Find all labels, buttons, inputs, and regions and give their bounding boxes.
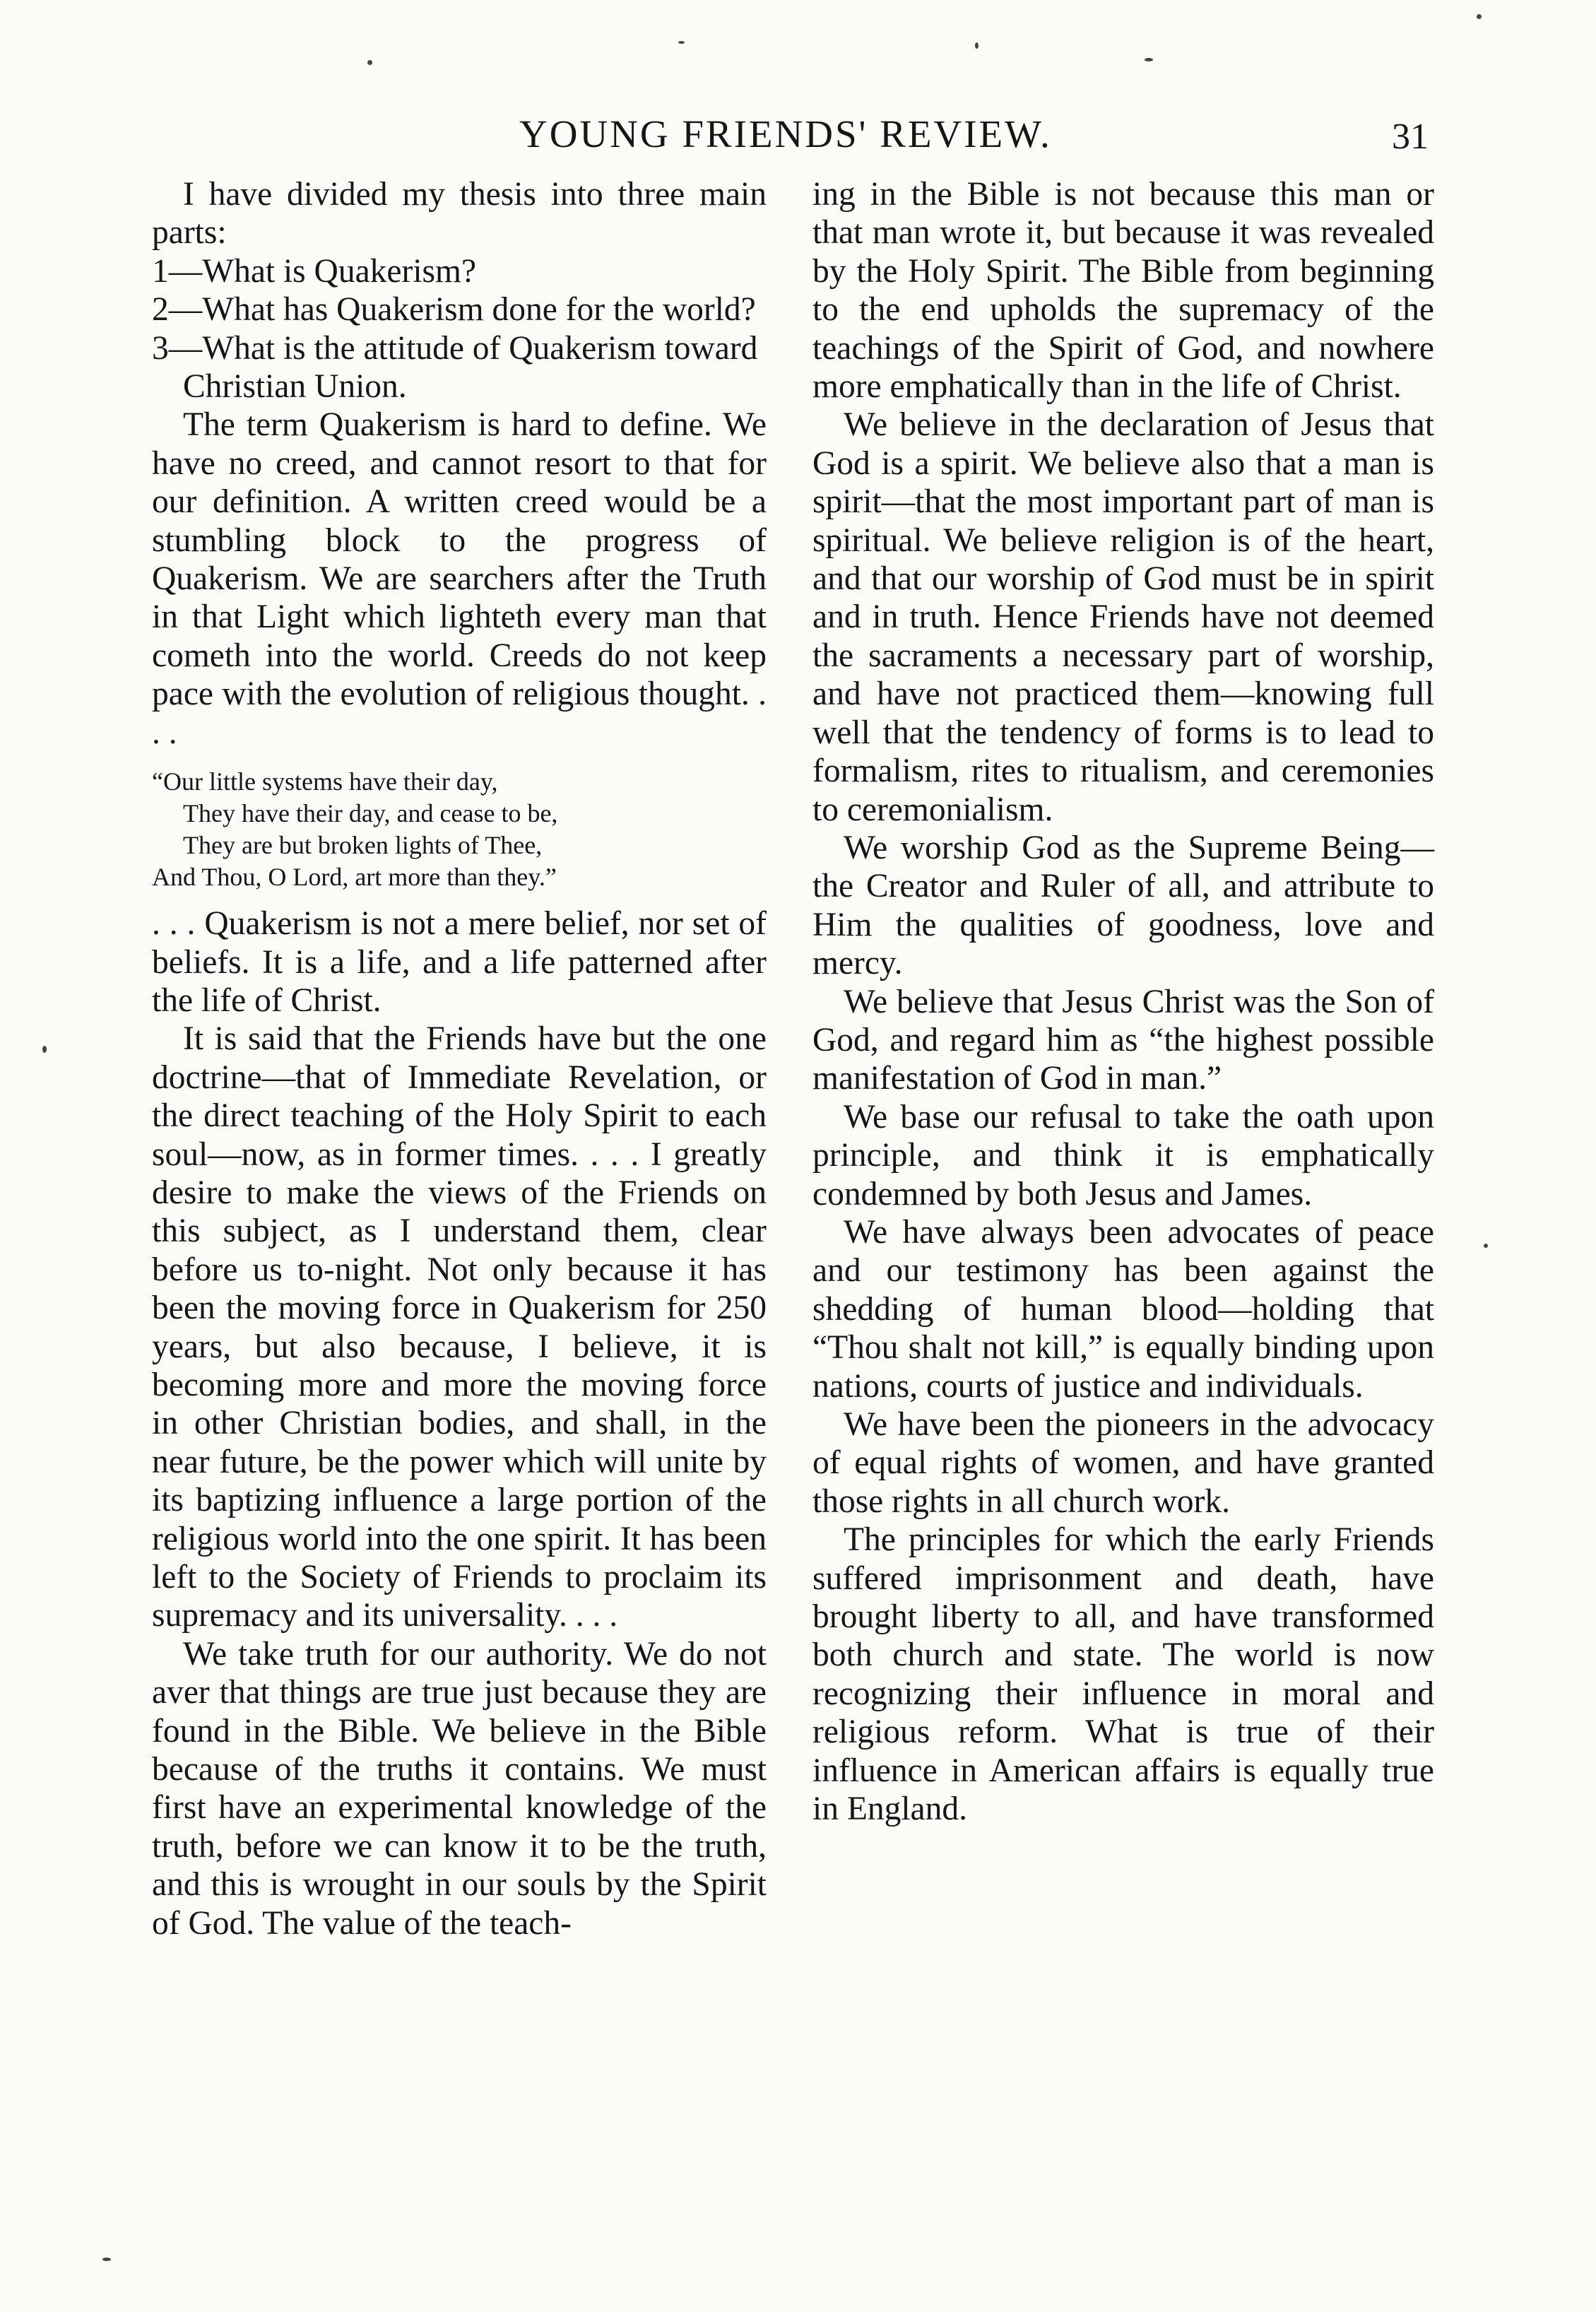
scan-speck <box>1477 14 1482 19</box>
scan-speck <box>975 42 979 49</box>
poem-line: They have their day, and cease to be, <box>183 799 558 828</box>
poem-quotation <box>152 766 767 893</box>
belief-paragraph: . . . Quakerism is not a mere belief, nor set of beliefs. It is a life, and a life patterned after the life of Christ. <box>152 905 767 1019</box>
bible-continuation-paragraph: ing in the Bible is not because this man or that man wrote it, but because it was revealed by the Holy Spirit. The Bible from beginning to the end upholds the supremacy of the teachings of the Spirit of God, and nowhere more emphatically than in the life of Christ. <box>812 176 1434 406</box>
thesis-part: 2—What has Quakerism done for the world? <box>152 291 756 329</box>
right-column <box>812 175 1434 1828</box>
thesis-parts-list <box>152 252 767 406</box>
oath-paragraph: We base our refusal to take the oath upon principle, and think it is emphatically condemned by both Jesus and James. <box>812 1098 1434 1213</box>
scan-speck <box>42 1046 47 1053</box>
scan-speck <box>678 41 685 44</box>
revelation-paragraph: It is said that the Friends have but the one doctrine—that of Immediate Revelation, or the direct teaching of the Holy Spirit to each soul—now, as in former times. . . . I greatly desire to make the views of the Friends on this subject, as I understand them, clear before us to-night. Not only because it has been the moving force in Quakerism for 250 years, but also because, I believe, it is becoming more and more the moving force in other Christian bodies, and shall, in the near future, be the power which will unite by its baptizing influence a large portion of the religious world into the one spirit. It has been left to the Society of Friends to proclaim its supremacy and its universality. . . . <box>152 1020 767 1634</box>
thesis-part: 1—What is Quakerism? <box>152 252 477 290</box>
scan-speck <box>102 2258 111 2261</box>
scan-speck <box>367 60 372 65</box>
poem-line: And Thou, O Lord, art more than they.” <box>152 863 557 892</box>
intro-paragraph: I have divided my thesis into three main parts: <box>152 176 767 252</box>
poem-line: “Our little systems have their day, <box>152 767 498 796</box>
scan-speck <box>1484 1244 1488 1248</box>
peace-paragraph: We have always been advocates of peace and our testimony has been against the shedding of human blood—holding that “Thou shalt not kill,” is equally binding upon nations, courts of justice and individuals. <box>812 1213 1434 1405</box>
christ-paragraph: We believe that Jesus Christ was the Son of God, and regard him as “the highest possible manifestation of God in man.” <box>812 983 1434 1097</box>
spirit-paragraph: We believe in the declaration of Jesus that God is a spirit. We believe also that a man is spirit—that the most important part of man is spiritual. We believe religion is of the heart, and that our worship of God must be in spirit and in truth. Hence Friends have not deemed the sacraments a necessary part of worship, and have not practiced them—knowing full well that the tendency of forms is to lead to formalism, rites to ritualism, and ceremonies to ceremonialism. <box>812 406 1434 828</box>
definition-paragraph: The term Quakerism is hard to define. We have no creed, and cannot resort to that for our definition. A written creed would be a stumbling block to the progress of Quakerism. We are searchers after the Truth in that Light which lighteth every man that cometh into the world. Creeds do not keep pace with the evolution of religious thought. . . . <box>152 406 767 751</box>
authority-paragraph: We take truth for our authority. We do not aver that things are true just because they are found in the Bible. We believe in the Bible because of the truths it contains. We must first have an experimental knowledge of the truth, before we can know it to be the truth, and this is wrought in our souls by the Spirit of God. The value of the teach- <box>152 1635 767 1942</box>
scan-speck <box>1145 58 1153 61</box>
left-column <box>152 175 767 1942</box>
journal-title: YOUNG FRIENDS' REVIEW. <box>519 112 1052 155</box>
rights-paragraph: We have been the pioneers in the advocacy of equal rights of women, and have granted those rights in all church work. <box>812 1406 1434 1520</box>
page-number: 31 <box>1392 117 1429 157</box>
thesis-part: 3—What is the attitude of Quakerism toward Christian Union. <box>152 329 758 406</box>
running-header <box>0 112 1596 161</box>
principles-paragraph: The principles for which the early Friends suffered imprisonment and death, have brought liberty to all, and have transformed both church and state. The world is now recognizing their influence in moral and religious reform. What is true of their influence in American affairs is equally true in England. <box>812 1521 1434 1828</box>
poem-line: They are but broken lights of Thee, <box>183 831 543 860</box>
worship-paragraph: We worship God as the Supreme Being—the Creator and Ruler of all, and attribute to Him the qualities of goodness, love and mercy. <box>812 829 1434 982</box>
